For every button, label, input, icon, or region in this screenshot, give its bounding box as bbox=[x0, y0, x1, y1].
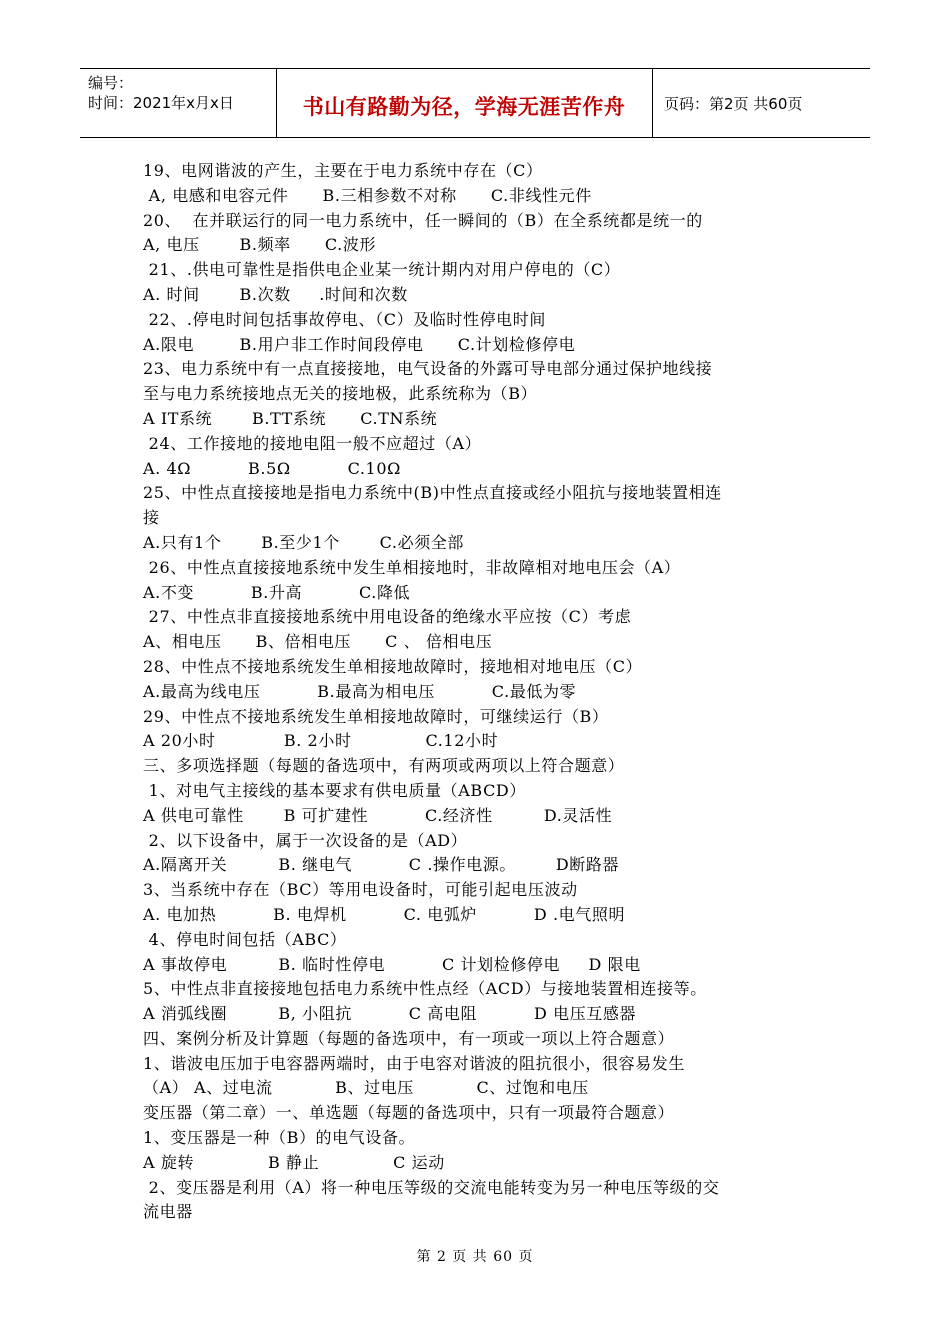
text-line: 1、对电气主接线的基本要求有供电质量（ABCD） bbox=[143, 780, 526, 800]
header-page-info: 页码：第2页 共60页 bbox=[664, 95, 803, 113]
text-line: A、相电压 B、倍相电压 C 、 倍相电压 bbox=[143, 632, 493, 652]
text-line: A. 时间 B.次数 .时间和次数 bbox=[143, 284, 408, 304]
text-line: 流电器 bbox=[143, 1202, 193, 1222]
text-line: 26、中性点直接接地系统中发生单相接地时，非故障相对地电压会（A） bbox=[143, 557, 681, 577]
text-line: 变压器（第二章）一、单选题（每题的备选项中，只有一项最符合题意） bbox=[143, 1103, 675, 1123]
text-line: 2、变压器是利用（A）将一种电压等级的交流电能转变为另一种电压等级的交 bbox=[143, 1177, 720, 1197]
text-line: 至与电力系统接地点无关的接地极，此系统称为（B） bbox=[143, 384, 538, 404]
header-meta bbox=[88, 73, 278, 113]
text-line: A. 4Ω B.5Ω C.10Ω bbox=[143, 458, 401, 478]
text-line: 2、以下设备中，属于一次设备的是（AD） bbox=[143, 830, 468, 850]
question-body bbox=[143, 159, 823, 1225]
page-header bbox=[80, 68, 870, 138]
text-line: 29、中性点不接地系统发生单相接地故障时，可继续运行（B） bbox=[143, 706, 609, 726]
text-line: 23、电力系统中有一点直接接地，电气设备的外露可导电部分通过保护地线接 bbox=[143, 359, 713, 379]
text-line: A 事故停电 B. 临时性停电 C 计划检修停电 D 限电 bbox=[143, 954, 641, 974]
text-line: 3、当系统中存在（BC）等用电设备时，可能引起电压波动 bbox=[143, 880, 578, 900]
text-line: 三、多项选择题（每题的备选项中，有两项或两项以上符合题意） bbox=[143, 756, 625, 776]
text-line: A.限电 B.用户非工作时间段停电 C.计划检修停电 bbox=[143, 334, 576, 354]
text-line: A IT系统 B.TT系统 C.TN系统 bbox=[143, 408, 438, 428]
text-line: 接 bbox=[143, 508, 160, 528]
text-line: （A） A、过电流 B、过电压 C、过饱和电压 bbox=[143, 1078, 589, 1098]
text-line: A 20小时 B. 2小时 C.12小时 bbox=[143, 731, 499, 751]
text-line: 22、.停电时间包括事故停电、（C）及临时性停电时间 bbox=[143, 309, 546, 329]
page-footer: 第 2 页 共 60 页 bbox=[416, 1249, 534, 1265]
text-line: A.不变 B.升高 C.降低 bbox=[143, 582, 411, 602]
text-line: A.隔离开关 B. 继电气 C .操作电源。 D断路器 bbox=[143, 855, 620, 875]
text-line: A.最高为线电压 B.最高为相电压 C.最低为零 bbox=[143, 681, 577, 701]
text-line: A 供电可靠性 B 可扩建性 C.经济性 D.灵活性 bbox=[143, 805, 613, 825]
text-line: A.只有1个 B.至少1个 C.必须全部 bbox=[143, 532, 465, 552]
text-line: 1、变压器是一种（B）的电气设备。 bbox=[143, 1128, 416, 1148]
text-line: A, 电感和电容元件 B.三相参数不对称 C.非线性元件 bbox=[143, 185, 592, 205]
text-line: 21、.供电可靠性是指供电企业某一统计期内对用户停电的（C） bbox=[143, 260, 621, 280]
text-line: 20、 在并联运行的同一电力系统中，任一瞬间的（B）在全系统都是统一的 bbox=[143, 210, 703, 230]
header-motto: 书山有路勤为径，学海无涯苦作舟 bbox=[302, 95, 626, 119]
text-line: 24、工作接地的接地电阻一般不应超过（A） bbox=[143, 433, 482, 453]
text-line: 四、案例分析及计算题（每题的备选项中，有一项或一项以上符合题意） bbox=[143, 1028, 675, 1048]
text-line: 27、中性点非直接接地系统中用电设备的绝缘水平应按（C）考虑 bbox=[143, 607, 632, 627]
text-line: 28、中性点不接地系统发生单相接地故障时，接地相对地电压（C） bbox=[143, 656, 643, 676]
text-line: A 旋转 B 静止 C 运动 bbox=[143, 1152, 445, 1172]
text-line: A 消弧线圈 B, 小阻抗 C 高电阻 D 电压互感器 bbox=[143, 1004, 637, 1024]
header-number-label: 编号： bbox=[88, 74, 134, 92]
header-divider-right bbox=[652, 69, 653, 137]
text-line: A. 电加热 B. 电焊机 C. 电弧炉 D .电气照明 bbox=[143, 904, 626, 924]
text-line: 1、谐波电压加于电容器两端时，由于电容对谐波的阻抗很小，很容易发生 bbox=[143, 1053, 685, 1073]
text-line: 4、停电时间包括（ABC） bbox=[143, 929, 347, 949]
header-date: 时间：2021年x月x日 bbox=[88, 94, 234, 112]
text-line: 25、中性点直接接地是指电力系统中(B)中性点直接或经小阻抗与接地装置相连 bbox=[143, 483, 722, 503]
text-line: 19、电网谐波的产生，主要在于电力系统中存在（C） bbox=[143, 161, 543, 180]
text-line: A, 电压 B.频率 C.波形 bbox=[143, 235, 377, 255]
text-line: 5、中性点非直接接地包括电力系统中性点经（ACD）与接地装置相连接等。 bbox=[143, 979, 707, 999]
